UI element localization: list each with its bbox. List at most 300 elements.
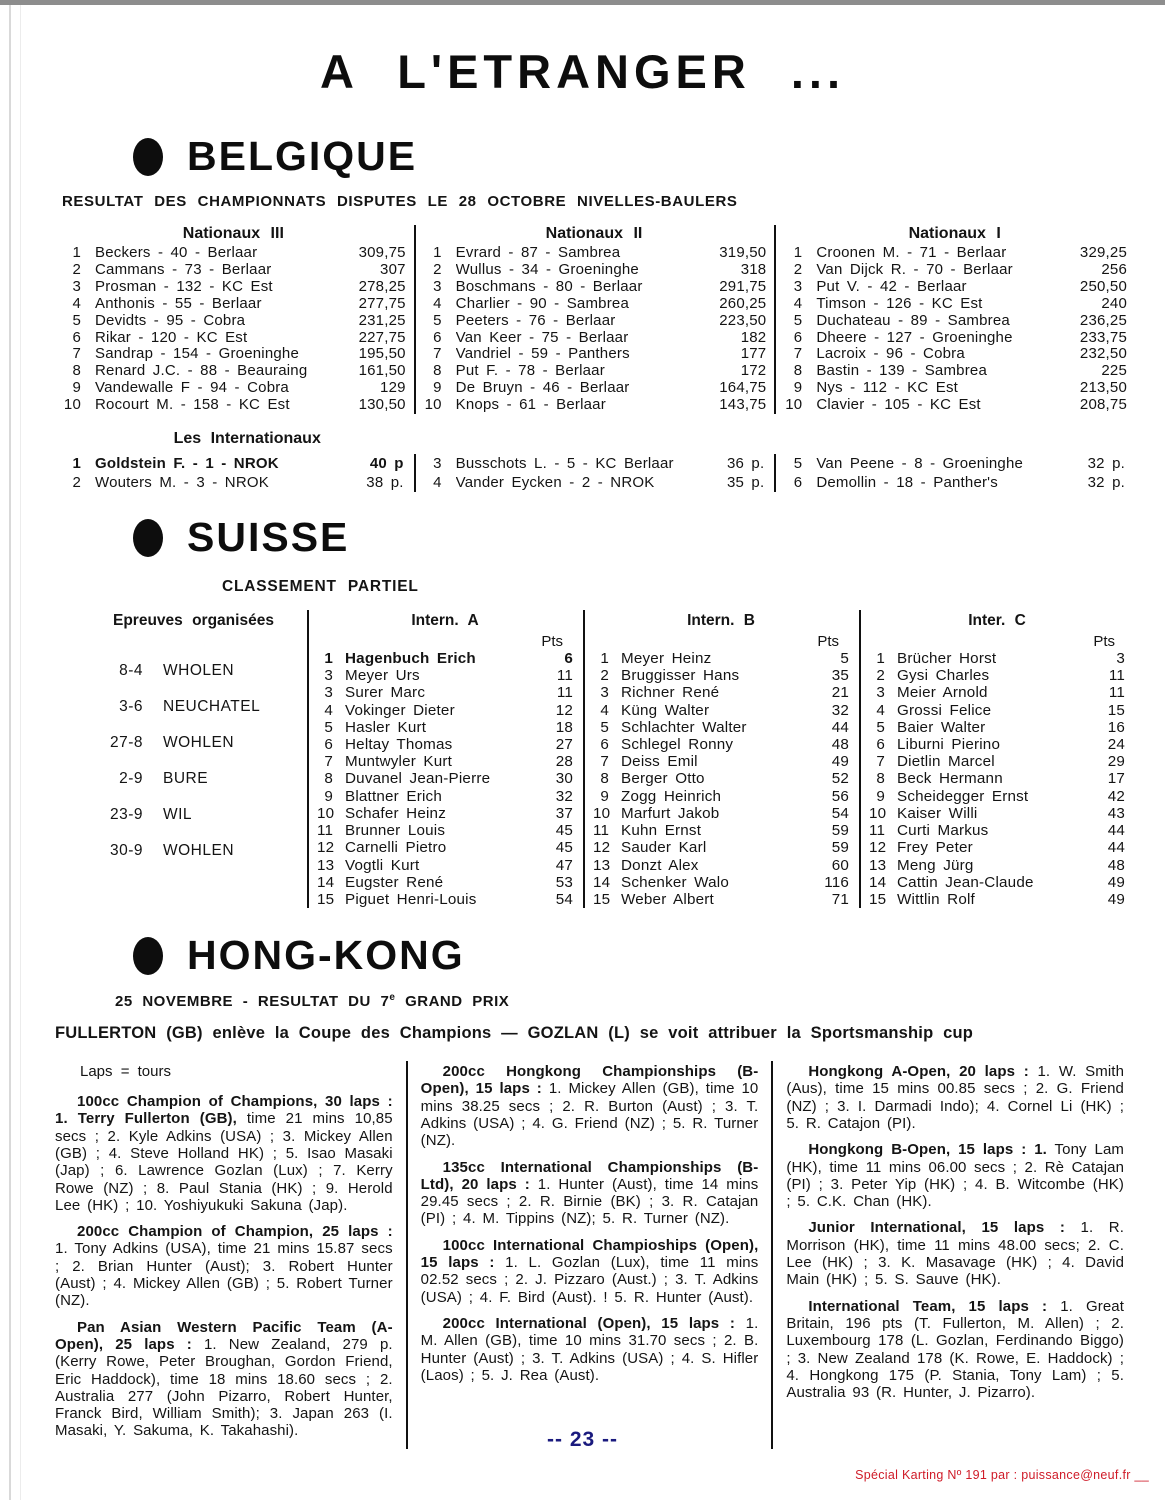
table-row xyxy=(593,719,849,736)
result-category-label: 200cc Hongkong Championships (B-Open), 15 laps : xyxy=(420,1063,759,1098)
epreuve-date: 27-8 xyxy=(109,734,143,752)
points-cell: 11 xyxy=(1108,684,1125,702)
points-cell: 232,50 xyxy=(1079,345,1128,363)
result-paragraph: 100cc International Champioships (Open), 15 laps : 1. L. Gozlan (Lux), time 11 mins 02.52 secs ; 2. J. Pizzaro (Aust.) ; 3. T. Adkins (USA) ; 4. F. Bird (Aust). ! 5. R. Hunter (Aust). xyxy=(420,1236,759,1306)
rank-cell: 11 xyxy=(869,822,886,840)
nationaux-2-table xyxy=(414,225,775,414)
rank-cell: 1 xyxy=(433,244,442,261)
name-cell: Wittlin Rolf xyxy=(897,890,975,908)
table-row xyxy=(422,279,767,296)
table-row xyxy=(61,473,404,492)
table-row xyxy=(593,874,849,891)
name-cell: Beckers - 40 - Berlaar xyxy=(95,245,258,261)
result-category-label: 100cc Champion of Champions, 30 laps : 1. Terry Fullerton (GB), xyxy=(55,1093,393,1128)
result-paragraph: 200cc Hongkong Championships (B-Open), 15 laps : 1. Mickey Allen (GB), time 10 mins 38.25 secs ; 2. R. Burton (Aust) ; 3. T. Adkins (USA) ; 4. G. Friend (NZ) ; 5. R. Turner (NZ). xyxy=(420,1063,759,1150)
table-row xyxy=(593,684,849,701)
rank-cell: 1 xyxy=(72,455,81,473)
table-row xyxy=(317,667,573,684)
table-row xyxy=(422,296,767,313)
result-paragraph: Hongkong A-Open, 20 laps : 1. W. Smith (Aus), time 15 mins 00.85 secs ; 2. G. Friend (NZ) ; 3. I. Darmadi Indo); 4. Cornel Li (HK) ; 5. R. Catajon (PI). xyxy=(786,1063,1125,1132)
belgique-heading: BELGIQUE xyxy=(187,133,418,179)
epreuve-row xyxy=(55,734,297,752)
name-cell: Rocourt M. - 158 - KC Est xyxy=(95,397,290,414)
result-paragraph: 200cc Champion of Champion, 25 laps : 1. Tony Adkins (USA), time 21 mins 15.87 secs ; 2. Brian Hunter (Aust); 3. Robert Hunter (Aust) ; 4. Mickey Allen (GB) ; 5. Robert Turner (NZ). xyxy=(55,1223,393,1310)
name-cell: Schafer Heinz xyxy=(345,804,446,822)
table-row xyxy=(61,454,404,473)
table-row xyxy=(317,839,573,856)
name-cell: Heltay Thomas xyxy=(345,736,453,754)
points-cell: 36 p. xyxy=(726,455,765,473)
result-paragraph: Hongkong B-Open, 15 laps : 1. Tony Lam (HK), time 11 mins 06.00 secs ; 2. Rè Catajan (PI) ; 3. Peter Yip (HK) ; 4. B. Witcombe (HK) ; 5. C.K. Chan (HK). xyxy=(786,1141,1125,1211)
name-cell: Wouters M. - 3 - NROK xyxy=(95,474,269,492)
page-top-edge xyxy=(0,0,1165,5)
points-cell: 11 xyxy=(556,684,573,702)
name-cell: Put F. - 78 - Berlaar xyxy=(455,363,605,380)
rank-cell: 15 xyxy=(593,890,611,908)
table-row xyxy=(869,822,1125,839)
points-cell: 291,75 xyxy=(719,277,767,295)
table-row xyxy=(782,245,1127,262)
name-cell: Vandriel - 59 - Panthers xyxy=(455,346,630,363)
rank-cell: 13 xyxy=(593,856,611,874)
table-row xyxy=(317,753,573,770)
points-header: Pts xyxy=(1093,633,1115,651)
points-cell: 236,25 xyxy=(1079,311,1128,329)
footer-credit: Spécial Karting Nº 191 par : puissance@neuf.fr __ xyxy=(855,1468,1149,1482)
name-cell: Knops - 61 - Berlaar xyxy=(455,397,606,414)
name-cell: Hagenbuch Erich xyxy=(345,650,476,668)
points-cell: 35 xyxy=(831,667,849,685)
name-cell: Duchateau - 89 - Sambrea xyxy=(816,312,1010,329)
rank-cell: 8 xyxy=(600,770,609,788)
points-cell: 17 xyxy=(1107,770,1125,788)
rank-cell: 9 xyxy=(876,787,885,805)
rank-cell: 9 xyxy=(324,787,333,805)
name-cell: Peeters - 76 - Berlaar xyxy=(455,312,616,329)
epreuve-row xyxy=(55,842,297,860)
points-cell: 225 xyxy=(1101,362,1128,380)
table-title: Intern. A xyxy=(411,612,479,630)
result-paragraph: 135cc International Championships (B-Ltd), 20 laps : 1. Hunter (Aust), time 14 mins 29.45 secs ; 2. R. Birnie (BK) ; 3. R. Catajan (PI) ; 4. M. Tippins (NZ); 5. R. Turner (NZ). xyxy=(420,1158,759,1228)
name-cell: Goldstein F. - 1 - NROK xyxy=(95,455,279,473)
table-row xyxy=(869,805,1125,822)
internationaux-col-1 xyxy=(55,454,414,492)
rank-cell: 9 xyxy=(433,379,442,397)
points-cell: 213,50 xyxy=(1079,379,1128,397)
table-row xyxy=(593,839,849,856)
points-cell: 32 xyxy=(831,701,849,719)
rank-cell: 14 xyxy=(869,873,887,891)
points-cell: 54 xyxy=(555,890,573,908)
table-row xyxy=(317,857,573,874)
table-row xyxy=(593,650,849,667)
table-row xyxy=(422,363,767,380)
name-cell: Van Peene - 8 - Groeninghe xyxy=(816,455,1024,473)
points-cell: 53 xyxy=(555,873,573,891)
table-row xyxy=(869,650,1125,667)
name-cell: Meyer Urs xyxy=(345,667,420,685)
table-row xyxy=(317,874,573,891)
table-row xyxy=(782,279,1127,296)
rank-cell: 4 xyxy=(793,294,803,312)
rank-cell: 5 xyxy=(793,455,803,473)
table-row xyxy=(593,891,849,908)
points-cell: 29 xyxy=(1107,753,1125,771)
hongkong-heading: HONG-KONG xyxy=(187,932,465,979)
suisse-heading-row xyxy=(133,514,1165,561)
result-paragraph: Junior International, 15 laps : 1. R. Morrison (HK), time 11 mins 48.00 secs; 2. C. Lee (HK) ; 3. K. Masavage (HK) ; 4. David Main (HK) ; 5. S. Sauve (HK). xyxy=(786,1219,1125,1289)
name-cell: Richner René xyxy=(621,684,720,702)
table-title: Intern. B xyxy=(687,612,755,630)
inter-c-table xyxy=(859,610,1135,908)
epreuve-date: 2-9 xyxy=(119,770,143,788)
rank-cell: 2 xyxy=(600,667,609,685)
event-date-line: 25 NOVEMBRE - RESULTAT DU 7e GRAND PRIX xyxy=(115,992,510,1011)
name-cell: Timson - 126 - KC Est xyxy=(816,295,983,312)
points-cell: 24 xyxy=(1107,736,1125,754)
table-row xyxy=(317,891,573,908)
hongkong-results-columns xyxy=(55,1061,1137,1449)
points-cell: 233,75 xyxy=(1079,328,1128,346)
rank-cell: 3 xyxy=(600,684,609,702)
rank-cell: 12 xyxy=(317,839,335,857)
intern-b-table xyxy=(583,610,859,908)
table-row xyxy=(782,454,1125,473)
points-cell: 52 xyxy=(831,770,849,788)
rank-cell: 2 xyxy=(876,667,885,685)
name-cell: Schlachter Walter xyxy=(621,718,747,736)
points-cell: 28 xyxy=(555,753,573,771)
name-cell: Vander Eycken - 2 - NROK xyxy=(455,474,655,492)
points-cell: 130,50 xyxy=(358,396,406,414)
epreuve-place: WOHLEN xyxy=(163,842,235,860)
internationaux-col-2 xyxy=(414,454,775,492)
points-cell: 27 xyxy=(555,736,573,754)
name-cell: Sauder Karl xyxy=(621,839,707,857)
points-cell: 208,75 xyxy=(1079,396,1128,414)
rank-cell: 1 xyxy=(72,244,81,261)
name-cell: Carnelli Pietro xyxy=(345,839,447,857)
points-cell: 223,50 xyxy=(719,311,767,329)
name-cell: Duvanel Jean-Pierre xyxy=(345,770,491,788)
table-title: Inter. C xyxy=(968,612,1026,630)
table-row xyxy=(593,805,849,822)
name-cell: Charlier - 90 - Sambrea xyxy=(455,295,629,312)
points-cell: 319,50 xyxy=(719,244,767,261)
rank-cell: 7 xyxy=(72,345,81,363)
section-bullet-icon xyxy=(133,138,163,176)
rank-cell: 11 xyxy=(593,822,610,840)
rank-cell: 12 xyxy=(869,839,887,857)
rank-cell: 12 xyxy=(593,839,611,857)
points-cell: 35 p. xyxy=(726,474,765,492)
points-cell: 44 xyxy=(831,718,849,736)
rank-cell: 2 xyxy=(72,474,81,492)
points-cell: 15 xyxy=(1107,701,1125,719)
rank-cell: 9 xyxy=(600,787,609,805)
rank-cell: 6 xyxy=(600,736,609,754)
table-row xyxy=(61,330,406,347)
epreuve-place: NEUCHATEL xyxy=(163,698,261,716)
rank-cell: 1 xyxy=(793,244,803,261)
rank-cell: 6 xyxy=(324,736,333,754)
rank-cell: 15 xyxy=(317,890,335,908)
points-header: Pts xyxy=(541,633,563,651)
rank-cell: 2 xyxy=(72,260,81,278)
rank-cell: 5 xyxy=(600,718,609,736)
hongkong-headline: FULLERTON (GB) enlève la Coupe des Champions — GOZLAN (L) se voit attribuer la Sportsmanship cup xyxy=(55,1024,974,1043)
points-cell: 329,25 xyxy=(1079,244,1128,261)
suisse-heading: SUISSE xyxy=(187,514,350,561)
table-row xyxy=(422,473,765,492)
points-cell: 59 xyxy=(831,839,849,857)
table-row xyxy=(61,296,406,313)
points-cell: 195,50 xyxy=(358,345,406,363)
name-cell: Busschots L. - 5 - KC Berlaar xyxy=(455,455,674,473)
name-cell: Surer Marc xyxy=(345,684,426,702)
rank-cell: 1 xyxy=(876,650,885,668)
points-cell: 60 xyxy=(831,856,849,874)
name-cell: Küng Walter xyxy=(621,701,710,719)
name-cell: Dheere - 127 - Groeninghe xyxy=(816,329,1013,346)
epreuve-place: WOHLEN xyxy=(163,734,235,752)
name-cell: Scheidegger Ernst xyxy=(897,787,1029,805)
hk-column-3 xyxy=(771,1061,1137,1449)
table-row xyxy=(782,330,1127,347)
epreuve-place: WHOLEN xyxy=(163,662,235,680)
name-cell: Piguet Henri-Louis xyxy=(345,890,477,908)
rank-cell: 10 xyxy=(785,396,803,414)
suisse-table xyxy=(55,610,1135,908)
rank-cell: 4 xyxy=(876,701,885,719)
rank-cell: 7 xyxy=(793,345,803,363)
result-paragraph: International Team, 15 laps : 1. Great Britain, 196 pts (T. Fullerton, M. Allen) ; 2. Luxembourg 178 (L. Gozlan, Ferdinando Biggo) ; 3. New Zealand 178 (K. Rowe, E. Haddock) ; 4. Hongkong 175 (P. Stania, Tony Lam) ; 5. Australia 93 (R. Hunter, J. Pizarro). xyxy=(786,1297,1125,1402)
name-cell: Lacroix - 96 - Cobra xyxy=(816,346,965,363)
result-category-label: Hongkong B-Open, 15 laps : 1. xyxy=(808,1141,1047,1159)
name-cell: Boschmans - 80 - Berlaar xyxy=(455,278,643,295)
rank-cell: 10 xyxy=(593,804,611,822)
internationaux-tables xyxy=(55,454,1135,492)
name-cell: Muntwyler Kurt xyxy=(345,753,453,771)
table-row xyxy=(869,839,1125,856)
table-row xyxy=(422,397,767,414)
result-category-label: 200cc International (Open), 15 laps : xyxy=(442,1314,735,1332)
points-cell: 37 xyxy=(555,804,573,822)
table-title: Nationaux II xyxy=(545,225,643,242)
suisse-subheading: CLASSEMENT PARTIEL xyxy=(222,578,419,596)
name-cell: Hasler Kurt xyxy=(345,718,427,736)
belgique-subheading: RESULTAT DES CHAMPIONNATS DISPUTES LE 28 OCTOBRE NIVELLES-BAULERS xyxy=(62,193,738,210)
points-cell: 30 xyxy=(555,770,573,788)
name-cell: Demollin - 18 - Panther's xyxy=(816,474,998,492)
rank-cell: 6 xyxy=(72,328,81,346)
points-cell: 250,50 xyxy=(1079,277,1128,295)
rank-cell: 4 xyxy=(433,474,442,492)
name-cell: Marfurt Jakob xyxy=(621,804,720,822)
points-cell: 45 xyxy=(555,839,573,857)
points-cell: 16 xyxy=(1107,718,1125,736)
table-row xyxy=(869,719,1125,736)
name-cell: Vandewalle F - 94 - Cobra xyxy=(95,380,289,397)
name-cell: Grossi Felice xyxy=(897,701,992,719)
table-row xyxy=(869,753,1125,770)
name-cell: Sandrap - 154 - Groeninghe xyxy=(95,346,299,363)
rank-cell: 2 xyxy=(433,260,442,278)
rank-cell: 5 xyxy=(876,718,885,736)
points-cell: 5 xyxy=(840,650,849,668)
rank-cell: 14 xyxy=(593,873,611,891)
epreuves-column xyxy=(55,610,307,908)
rank-cell: 5 xyxy=(324,718,333,736)
table-title: Nationaux III xyxy=(182,225,284,242)
rank-cell: 8 xyxy=(433,362,442,380)
epreuve-date: 3-6 xyxy=(119,698,143,716)
rank-cell: 3 xyxy=(793,277,803,295)
rank-cell: 3 xyxy=(324,684,333,702)
result-category-label: Junior International, 15 laps : xyxy=(808,1219,1065,1237)
hongkong-heading-row xyxy=(133,932,1165,979)
table-row xyxy=(61,313,406,330)
result-paragraph: 200cc International (Open), 15 laps : 1. M. Allen (GB), time 10 mins 31.70 secs ; 2. B. Hunter (Aust) ; 3. T. Adkins (USA) ; 4. S. Hifler (Laos) ; 5. J. Rea (Aust). xyxy=(420,1314,759,1384)
table-row xyxy=(593,822,849,839)
rank-cell: 8 xyxy=(324,770,333,788)
points-cell: 48 xyxy=(831,736,849,754)
points-cell: 44 xyxy=(1107,822,1125,840)
result-category-label: 135cc International Championships (B-Ltd), 20 laps : xyxy=(420,1158,759,1193)
rank-cell: 4 xyxy=(324,701,333,719)
rank-cell: 9 xyxy=(72,379,81,397)
table-row xyxy=(593,770,849,787)
points-cell: 256 xyxy=(1101,260,1128,278)
table-row xyxy=(782,380,1127,397)
table-row xyxy=(61,262,406,279)
nationaux-3-table xyxy=(55,225,414,414)
intern-a-table xyxy=(307,610,583,908)
rank-cell: 3 xyxy=(433,455,442,473)
points-cell: 49 xyxy=(1107,873,1125,891)
points-cell: 43 xyxy=(1107,804,1125,822)
points-cell: 11 xyxy=(1108,667,1125,685)
table-row xyxy=(317,788,573,805)
points-cell: 11 xyxy=(556,667,573,685)
points-cell: 18 xyxy=(555,718,573,736)
table-row xyxy=(869,770,1125,787)
section-bullet-icon xyxy=(133,519,163,557)
name-cell: Brunner Louis xyxy=(345,822,446,840)
rank-cell: 7 xyxy=(433,345,442,363)
name-cell: Weber Albert xyxy=(621,890,714,908)
points-cell: 161,50 xyxy=(358,362,406,380)
hk-column-1 xyxy=(55,1061,406,1449)
name-cell: Bruggisser Hans xyxy=(621,667,740,685)
rank-cell: 4 xyxy=(600,701,609,719)
section-bullet-icon xyxy=(133,937,163,975)
name-cell: Dietlin Marcel xyxy=(897,753,995,771)
name-cell: Vokinger Dieter xyxy=(345,701,455,719)
rank-cell: 5 xyxy=(433,311,442,329)
rank-cell: 10 xyxy=(317,804,335,822)
points-cell: 54 xyxy=(831,804,849,822)
name-cell: Curti Markus xyxy=(897,822,989,840)
table-row xyxy=(317,736,573,753)
points-cell: 172 xyxy=(740,362,767,380)
points-cell: 182 xyxy=(740,328,767,346)
name-cell: Van Keer - 75 - Berlaar xyxy=(455,329,629,346)
table-row xyxy=(869,667,1125,684)
points-cell: 49 xyxy=(831,753,849,771)
table-row xyxy=(593,857,849,874)
name-cell: Schlegel Ronny xyxy=(621,736,734,754)
name-cell: Beck Hermann xyxy=(897,770,1003,788)
rank-cell: 13 xyxy=(869,856,887,874)
points-cell: 47 xyxy=(555,856,573,874)
epreuves-list xyxy=(55,662,297,860)
table-row xyxy=(422,380,767,397)
epreuves-title: Epreuves organisées xyxy=(113,612,274,630)
table-row xyxy=(593,788,849,805)
table-row xyxy=(317,770,573,787)
rank-cell: 14 xyxy=(317,873,335,891)
table-row xyxy=(317,719,573,736)
table-row xyxy=(422,245,767,262)
rank-cell: 6 xyxy=(793,474,803,492)
rank-cell: 7 xyxy=(600,753,609,771)
table-row xyxy=(422,262,767,279)
section-belgique xyxy=(0,133,1165,492)
name-cell: Croonen M. - 71 - Berlaar xyxy=(816,245,1007,261)
rank-cell: 4 xyxy=(72,294,81,312)
name-cell: Rikar - 120 - KC Est xyxy=(95,329,248,346)
epreuve-row xyxy=(55,698,297,716)
table-row xyxy=(422,346,767,363)
result-category-label: Hongkong A-Open, 20 laps : xyxy=(808,1063,1029,1081)
table-row xyxy=(317,805,573,822)
result-category-label: Pan Asian Western Pacific Team (A-Open), 25 laps : xyxy=(55,1318,393,1353)
result-category-label: 200cc Champion of Champion, 25 laps : xyxy=(77,1223,393,1241)
name-cell: Prosman - 132 - KC Est xyxy=(95,278,273,295)
rank-cell: 1 xyxy=(324,650,333,668)
name-cell: Liburni Pierino xyxy=(897,736,1001,754)
table-row xyxy=(869,736,1125,753)
points-cell: 116 xyxy=(824,873,849,891)
points-cell: 309,75 xyxy=(358,244,406,261)
name-cell: Clavier - 105 - KC Est xyxy=(816,397,981,414)
name-cell: Gysi Charles xyxy=(897,667,990,685)
epreuve-row xyxy=(55,806,297,824)
epreuve-date: 23-9 xyxy=(109,806,143,824)
name-cell: Meng Jürg xyxy=(897,856,974,874)
table-row xyxy=(317,684,573,701)
rank-cell: 13 xyxy=(317,856,335,874)
table-row xyxy=(869,874,1125,891)
hk-column-3-paragraphs xyxy=(786,1063,1124,1401)
table-row xyxy=(782,397,1127,414)
points-cell: 278,25 xyxy=(358,277,406,295)
rank-cell: 2 xyxy=(793,260,803,278)
rank-cell: 7 xyxy=(876,753,885,771)
result-category-label: International Team, 15 laps : xyxy=(808,1297,1048,1315)
page-number: -- 23 -- xyxy=(547,1428,618,1451)
rank-cell: 5 xyxy=(793,311,803,329)
nationaux-tables xyxy=(55,225,1135,414)
rank-cell: 3 xyxy=(876,684,885,702)
points-header: Pts xyxy=(817,633,839,651)
rank-cell: 4 xyxy=(433,294,442,312)
nationaux-1-table xyxy=(774,225,1135,414)
name-cell: Van Dijck R. - 70 - Berlaar xyxy=(816,261,1013,278)
points-cell: 3 xyxy=(1116,650,1125,668)
table-row xyxy=(317,822,573,839)
